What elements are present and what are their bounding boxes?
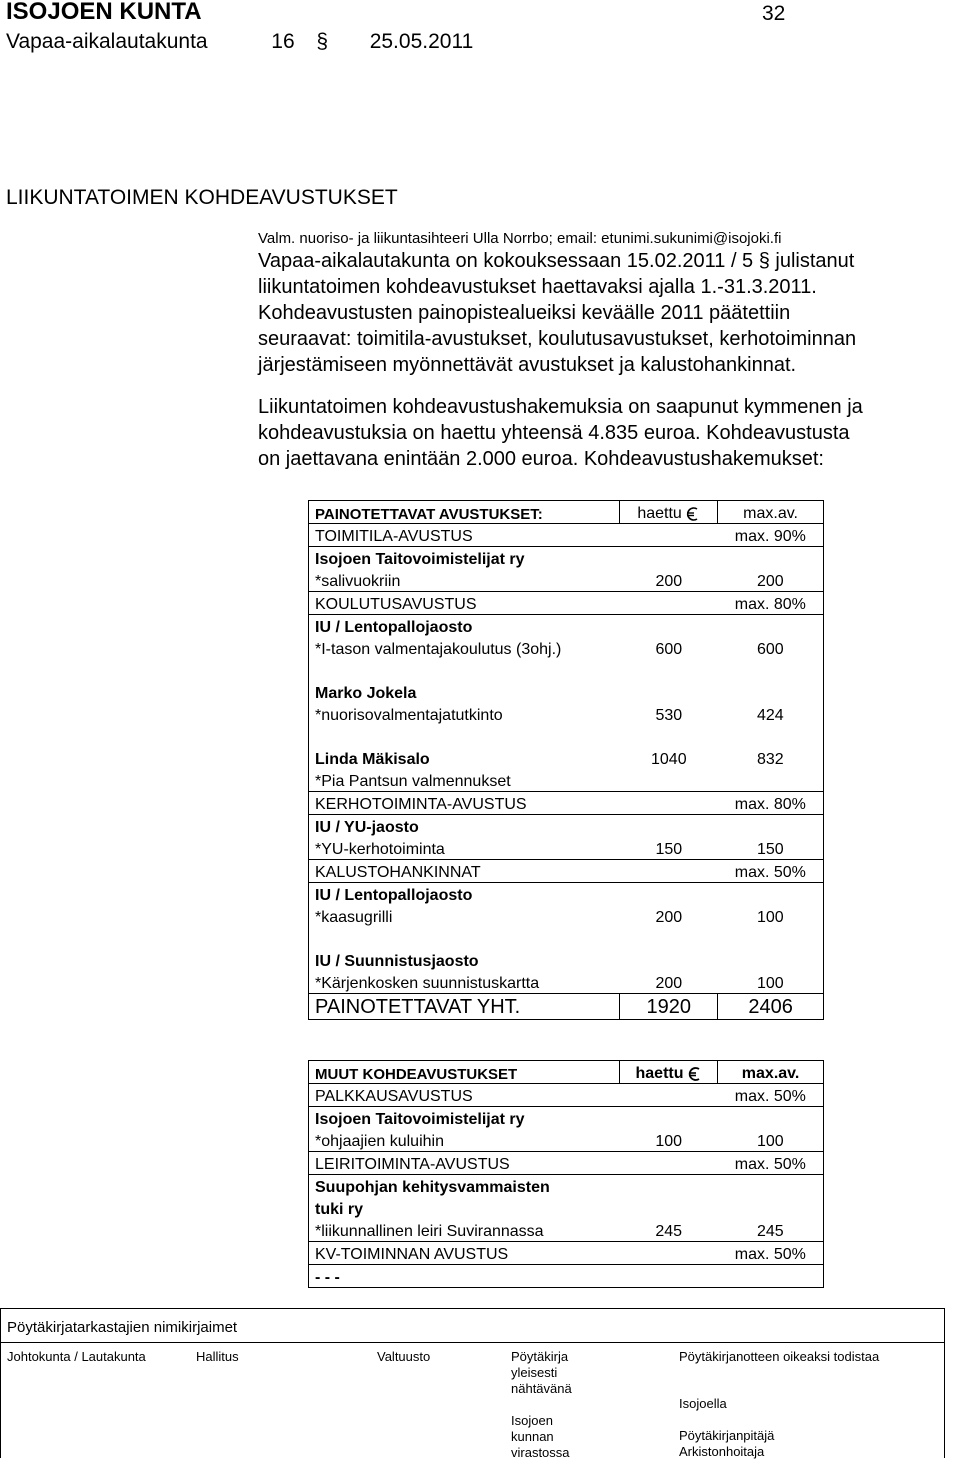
applicant-cell: Suupohjan kehitysvammaisten — [309, 1175, 620, 1198]
footer-line: nähtävänä — [511, 1381, 572, 1396]
applied-cell: 150 — [620, 837, 718, 860]
granted-cell: 245 — [718, 1219, 824, 1242]
paragraph-line: liikuntatoimen kohdeavustukset haettavaksi ajalla 1.-31.3.2011. — [258, 276, 817, 298]
paragraph-line: järjestämiseen myönnettävät avustukset ja kalustohankinnat. — [258, 354, 797, 376]
category-cell: KOULUTUSAVUSTUS — [309, 592, 620, 615]
table-row — [309, 1242, 824, 1265]
footer-line: virastossa — [511, 1445, 570, 1460]
applied-cell: 200 — [655, 909, 683, 926]
section-mark: § — [316, 30, 329, 53]
footer-council: Valtuusto — [377, 1349, 431, 1364]
table-row — [309, 747, 824, 769]
total-row — [309, 994, 824, 1020]
granted-cell: 200 — [718, 569, 824, 592]
category-cell: LEIRITOIMINTA-AVUSTUS — [309, 1152, 620, 1175]
paragraph-line: Kohdeavustusten painopistealueiksi keväälle 2011 päätettiin — [258, 302, 791, 324]
municipality-title: ISOJOEN KUNTA — [6, 0, 202, 25]
limit-cell: max. 80% — [718, 792, 824, 815]
header-cell: max.av. — [718, 501, 824, 524]
euro-icon — [688, 1067, 702, 1081]
applicant-cell: tuki ry — [309, 1197, 620, 1219]
header-applied: haettu — [637, 505, 682, 522]
table-row — [309, 949, 824, 971]
signature-footer — [0, 1308, 945, 1458]
category-cell: KERHOTOIMINTA-AVUSTUS — [309, 792, 620, 815]
table-row — [309, 905, 824, 927]
paragraph-line: seuraavat: toimitila-avustukset, koulutusavustukset, kerhotoiminnan — [258, 328, 857, 350]
purpose-cell: *Pia Pantsun valmennukset — [309, 769, 620, 792]
limit-cell: max. 50% — [718, 860, 824, 883]
other-grants-table — [308, 1060, 824, 1288]
header-meta — [6, 30, 473, 54]
granted-cell: 100 — [718, 971, 824, 994]
applicant-cell: Marko Jokela — [309, 681, 620, 703]
paragraph-1 — [258, 248, 856, 378]
category-cell: KALUSTOHANKINNAT — [309, 860, 620, 883]
purpose-cell: *kaasugrilli — [309, 905, 620, 927]
header-cell: PAINOTETTAVAT AVUSTUKSET: — [309, 501, 620, 524]
page-number: 32 — [762, 2, 786, 25]
granted-cell: 100 — [718, 905, 824, 927]
section-number: 16 — [271, 30, 295, 53]
header-applied: haettu — [635, 1065, 684, 1082]
footer-public-notice — [511, 1349, 572, 1461]
footer-board: Johtokunta / Lautakunta — [7, 1349, 146, 1364]
table-row — [309, 1084, 824, 1107]
table-row — [309, 1219, 824, 1242]
purpose-cell: *ohjaajien kuluihin — [309, 1129, 620, 1152]
table-row — [309, 1152, 824, 1175]
granted-cell: 600 — [718, 637, 824, 659]
table-row — [309, 569, 824, 592]
applicant-cell: Isojoen Taitovoimistelijat ry — [309, 1107, 620, 1130]
applicant-cell: Isojoen Taitovoimistelijat ry — [309, 547, 620, 570]
table-row — [309, 547, 824, 570]
limit-cell: max. 50% — [718, 1084, 824, 1107]
purpose-cell: *salivuokriin — [309, 569, 620, 592]
applied-cell: 200 — [620, 569, 718, 592]
table-row — [309, 883, 824, 906]
paragraph-line: Vapaa-aikalautakunta on kokouksessaan 15.02.2011 / 5 § julistanut — [258, 250, 855, 272]
paragraph-line: kohdeavustuksia on haettu yhteensä 4.835 euroa. Kohdeavustusta — [258, 422, 850, 444]
table-row — [309, 637, 824, 659]
header-cell: max.av. — [718, 1061, 824, 1084]
body-name: Vapaa-aikalautakunta — [6, 30, 208, 53]
footer-line: yleisesti — [511, 1365, 558, 1380]
euro-icon — [686, 507, 700, 521]
signatures-label: Pöytäkirjatarkastajien nimikirjaimet — [7, 1319, 238, 1336]
table-row — [309, 1175, 824, 1198]
footer-line: kunnan — [511, 1429, 554, 1444]
paragraph-line: Liikuntatoimen kohdeavustushakemuksia on saapunut kymmenen ja — [258, 396, 863, 418]
total-label: PAINOTETTAVAT YHT. — [309, 994, 620, 1020]
applied-cell: 200 — [620, 971, 718, 994]
limit-cell: max. 50% — [718, 1152, 824, 1175]
table-row — [309, 615, 824, 638]
granted-cell: 150 — [718, 837, 824, 860]
table-row — [309, 1129, 824, 1152]
paragraph-line: on jaettavana enintään 2.000 euroa. Kohdeavustushakemukset: — [258, 448, 824, 470]
table-row — [309, 860, 824, 883]
category-cell: TOIMITILA-AVUSTUS — [309, 524, 620, 547]
purpose-cell: *nuorisovalmentajatutkinto — [309, 703, 620, 725]
header-cell: MUUT KOHDEAVUSTUKSET — [309, 1061, 620, 1084]
paragraph-2 — [258, 394, 863, 472]
total-applied: 1920 — [620, 994, 718, 1020]
applicant-cell: IU / YU-jaosto — [309, 815, 620, 838]
table-row — [309, 1265, 824, 1288]
table-row — [309, 815, 824, 838]
header-cell — [620, 501, 718, 524]
table-row — [309, 681, 824, 703]
category-cell: KV-TOIMINNAN AVUSTUS — [309, 1242, 620, 1265]
limit-cell: max. 90% — [718, 524, 824, 547]
preparer-note: Valm. nuoriso- ja liikuntasihteeri Ulla Norrbo; email: etunimi.sukunimi@isojoki.fi — [258, 230, 782, 247]
applicant-cell: IU / Lentopallojaosto — [309, 615, 620, 638]
table-row — [309, 1107, 824, 1130]
granted-cell: 424 — [718, 703, 824, 725]
applied-cell: 245 — [620, 1219, 718, 1242]
footer-certify: Pöytäkirjanotteen oikeaksi todistaa — [679, 1349, 880, 1364]
applicant-cell: IU / Lentopallojaosto — [309, 883, 620, 906]
weighted-grants-table — [308, 500, 824, 1020]
purpose-cell: *liikunnallinen leiri Suvirannassa — [309, 1219, 620, 1242]
granted-cell: 100 — [718, 1129, 824, 1152]
applied-cell: 600 — [655, 641, 683, 658]
applied-cell: 530 — [655, 707, 683, 724]
purpose-cell: *I-tason valmentajakoulutus (3ohj.) — [309, 637, 620, 659]
applicant-cell: IU / Suunnistusjaosto — [309, 949, 620, 971]
limit-cell: max. 50% — [718, 1242, 824, 1265]
table-row — [309, 837, 824, 860]
footer-line: Pöytäkirja — [511, 1349, 569, 1364]
table-header-row — [309, 501, 824, 524]
table-row — [309, 792, 824, 815]
limit-cell: max. 80% — [718, 592, 824, 615]
section-title: LIIKUNTATOIMEN KOHDEAVUSTUKSET — [6, 186, 398, 209]
purpose-cell: *Kärjenkosken suunnistuskartta — [309, 971, 620, 994]
table-row — [309, 524, 824, 547]
footer-keeper: Pöytäkirjanpitäjä — [679, 1428, 775, 1443]
category-cell: PALKKAUSAVUSTUS — [309, 1084, 620, 1107]
table-row — [309, 769, 824, 792]
table-row — [309, 1197, 824, 1219]
purpose-cell: - - - — [309, 1265, 620, 1288]
purpose-cell: *YU-kerhotoiminta — [309, 837, 620, 860]
granted-cell: 832 — [718, 747, 824, 769]
footer-archivist: Arkistonhoitaja — [679, 1444, 765, 1459]
table-row — [309, 971, 824, 994]
footer-place: Isojoella — [679, 1396, 727, 1411]
table-row — [309, 703, 824, 725]
table-header-row — [309, 1061, 824, 1084]
footer-line: Isojoen — [511, 1413, 553, 1428]
applicant-cell: Linda Mäkisalo — [309, 747, 620, 769]
header-cell — [620, 1061, 718, 1084]
applied-cell: 100 — [620, 1129, 718, 1152]
total-granted: 2406 — [718, 994, 824, 1020]
table-row — [309, 592, 824, 615]
meeting-date: 25.05.2011 — [369, 30, 474, 53]
footer-government: Hallitus — [196, 1349, 239, 1364]
applied-cell: 1040 — [651, 751, 687, 768]
